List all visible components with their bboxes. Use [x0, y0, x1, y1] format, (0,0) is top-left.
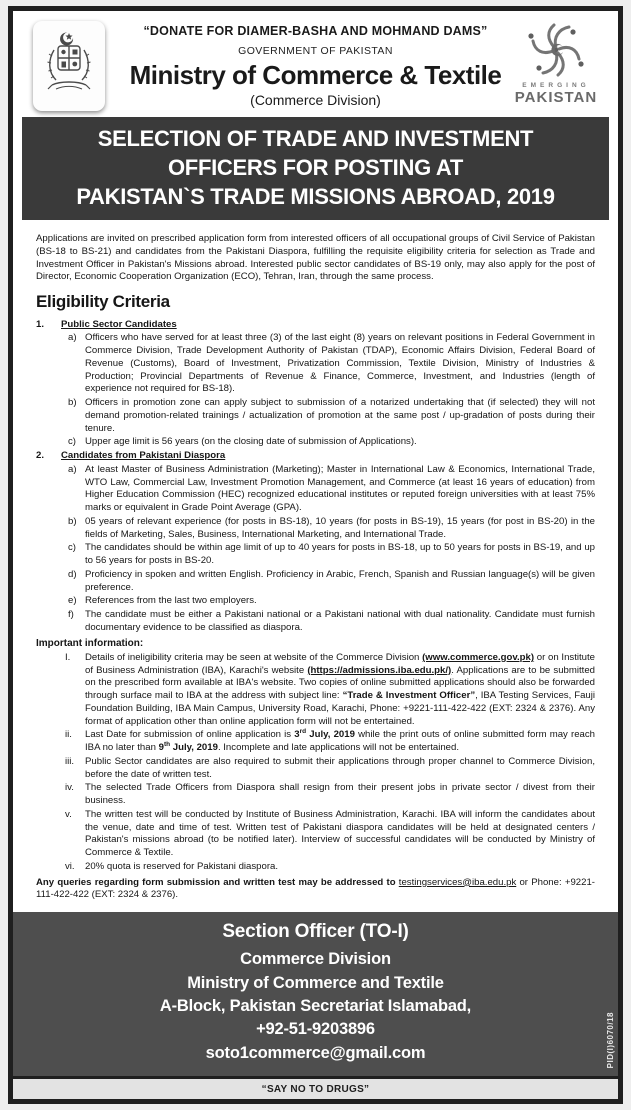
footer-address: A-Block, Pakistan Secretariat Islamabad,: [159, 997, 472, 1015]
item-label: I.: [65, 651, 71, 663]
item-text: Officers who have served for at least three (3) of the last eight (8) years on relevant positions in Federal Government in Commerce Division, Trade Development Authority of Pakistan (TDAP), Economic Affairs Division, Federal Board of Revenue (Customs), Board of Investment, Privatization Commission, Textile Division, Ministry of Industries & Production; Provincial Departments of Revenue & Finance, Commerce, Investment, and Industries (length of experience not required for BS-18).: [85, 332, 595, 395]
item-text: Officers in promotion zone can apply subject to submission of a notarized undertaking that (if selected) they will not demand promotion-related trainings / actualization of promotion at the same post / up-gradation of posts during their tenure.: [85, 397, 595, 434]
emerging-label: EMERGING: [522, 82, 590, 89]
item-label: f): [68, 609, 74, 621]
intro-paragraph: Applications are invited on prescribed application form from interested officers of all occupational groups of Civil Service of Pakistan (BS-18 to BS-21) and candidates from the Pakistani Diaspora, fulfilling the requisite eligibility criteria for selection as Trade and Investment Officer in Pakistan's Missions abroad. Interested public sector candidates of BS-19 only, may also apply for the post of Director, Economic Cooperation Organization (ECO), Tehran, Iran, through the same process.: [36, 233, 595, 283]
advertisement-frame: [8, 6, 623, 1104]
item-label: iv.: [65, 782, 74, 794]
section-2-title-row: [36, 450, 595, 463]
banner-line-2: OFFICERS FOR POSTING AT: [168, 155, 463, 180]
item-text: At least Master of Business Administration (Marketing); Master in International Law & Economics, International Trade, WTO Law, Commercial Law, Investment Promotion Management, and Commerce (at least 16 years of education) from Higher Education Commission (HEC) recognized educational institutes or reputed foreign universities with at least 75% marks or equivalent in Grade Point Average (GPA).: [85, 463, 595, 514]
list-item: [36, 397, 595, 435]
contact-footer: [13, 912, 618, 1076]
item-label: c): [68, 542, 76, 554]
list-item: [36, 569, 595, 595]
government-of-pakistan-line: GOVERNMENT OF PAKISTAN: [238, 45, 393, 57]
item-text: Last Date for submission of online application is 3rd July, 2019 while the print outs of online submitted form may reach IBA no later than 9th July, 2019. Incomplete and late applications will not be entertained.: [85, 728, 596, 754]
item-label: b): [68, 515, 77, 527]
queries-line: Any queries regarding form submission and written test may be addressed to testingservices@iba.edu.pk or Phone: +9221-111-422-422 (EXT: 2324 & 2376).: [36, 876, 595, 901]
emerging-pakistan-logo: [508, 19, 604, 106]
advert-body: [13, 227, 618, 912]
section-1-title-row: [36, 319, 595, 332]
important-item: [36, 652, 595, 729]
list-item: [36, 609, 595, 635]
title-banner: [22, 117, 609, 220]
footer-email: soto1commerce@gmail.com: [205, 1043, 426, 1062]
item-label: e): [68, 595, 77, 607]
donate-slogan: “DONATE FOR DIAMER-BASHA AND MOHMAND DAMS”: [143, 24, 488, 38]
item-text: Upper age limit is 56 years (on the closing date of submission of Applications).: [85, 436, 417, 448]
footer-designation: Section Officer (TO-I): [222, 921, 409, 943]
item-label: d): [68, 568, 77, 580]
banner-line-1: SELECTION OF TRADE AND INVESTMENT: [97, 126, 534, 151]
list-item: [36, 332, 595, 396]
pakistan-label: PAKISTAN: [514, 89, 598, 106]
ministry-title: Ministry of Commerce & Textile: [129, 60, 502, 90]
important-information-heading: Important information:: [36, 637, 144, 649]
list-item: [36, 516, 595, 542]
item-text: The candidates should be within age limit of up to 40 years for posts in BS-18, up to 50 years for posts in BS-19, and up to 56 years for posts in BS-20.: [85, 542, 595, 567]
section-title: Public Sector Candidates: [61, 318, 177, 330]
section-number: 1.: [36, 318, 45, 330]
important-item: [36, 729, 595, 755]
item-text: Details of ineligibility criteria may be seen at website of the Commerce Division (www.commerce.gov.pk) or on Institute of Business Administration (IBA), Karachi's website (https://admissions.iba.edu.pk/). Applications are to be submitted on the prescribed form available at IBA's website. Two copies of online submitted applications should also be forwarded through surface mail to IBA at the address with subject line: “Trade & Investment Officer”, IBA Testing Services, Fauji Foundation Building, IBA Main Campus, University Road, Karachi, Phone: +9221-111-422-422 (EXT: 2324 & 2376). Any format of application other than online application form will not be entertained.: [85, 651, 596, 727]
list-item: [36, 436, 595, 449]
item-label: b): [68, 397, 77, 409]
division-subtitle: (Commerce Division): [250, 92, 381, 108]
item-label: vi.: [65, 860, 75, 872]
item-text: References from the last two employers.: [85, 595, 257, 607]
item-label: a): [68, 463, 77, 475]
important-item: [36, 782, 595, 808]
list-item: [36, 464, 595, 515]
section-title: Candidates from Pakistani Diaspora: [61, 450, 226, 462]
masthead: [13, 11, 618, 112]
item-text: The candidate must be either a Pakistani national or a Pakistani national with dual nationality. Candidate must furnish documentary evidence to be classified as diaspora.: [85, 609, 595, 633]
say-no-to-drugs-strip: “SAY NO TO DRUGS”: [13, 1076, 618, 1099]
pid-number: PID(I)6070/18: [606, 1011, 615, 1069]
item-text: The selected Trade Officers from Diaspora shall resign from their present jobs in private sector / divest from their business.: [85, 782, 595, 807]
item-text: Public Sector candidates are also required to submit their applications through proper channel to Commerce Division, before the date of written test.: [85, 755, 595, 780]
item-label: a): [68, 332, 77, 344]
pakistan-state-emblem-icon: [33, 21, 105, 111]
item-label: c): [68, 436, 76, 448]
item-text: The written test will be conducted by Institute of Business Administration, Karachi. IBA will inform the candidates about the venue, date and time of test. Written test of Pakistani diaspora candidates will be held at designated centers / Pakistan's missions abroad (to be notified later). Interview of successful candidates will be conducted by Ministry of Commerce & Textile.: [85, 808, 595, 859]
item-label: iii.: [65, 755, 75, 767]
emerging-pakistan-swirl-icon: [523, 19, 589, 81]
item-text: 05 years of relevant experience (for posts in BS-18), 10 years (for posts in BS-19), 15 years (for post in BS-20) in the fields of Marketing, Sales, Business, International Marketing, and International Trade.: [85, 515, 595, 540]
item-text: 20% quota is reserved for Pakistani diaspora.: [85, 860, 279, 872]
item-label: ii.: [65, 729, 72, 741]
section-number: 2.: [36, 450, 45, 462]
list-item: [36, 542, 595, 568]
item-text: Proficiency in spoken and written English. Proficiency in Arabic, French, Spanish and Russian language(s) will be given preference.: [85, 568, 595, 593]
footer-division: Commerce Division: [240, 950, 391, 969]
masthead-text: [113, 24, 518, 108]
footer-ministry: Ministry of Commerce and Textile: [187, 973, 444, 992]
important-item: [36, 756, 595, 782]
item-label: v.: [65, 808, 72, 820]
list-item: [36, 595, 595, 608]
banner-line-3: PAKISTAN`S TRADE MISSIONS ABROAD, 2019: [76, 184, 555, 209]
important-item: [36, 809, 595, 860]
eligibility-heading: Eligibility Criteria: [36, 292, 170, 311]
footer-phone: +92-51-9203896: [256, 1020, 375, 1039]
important-item: [36, 861, 595, 874]
